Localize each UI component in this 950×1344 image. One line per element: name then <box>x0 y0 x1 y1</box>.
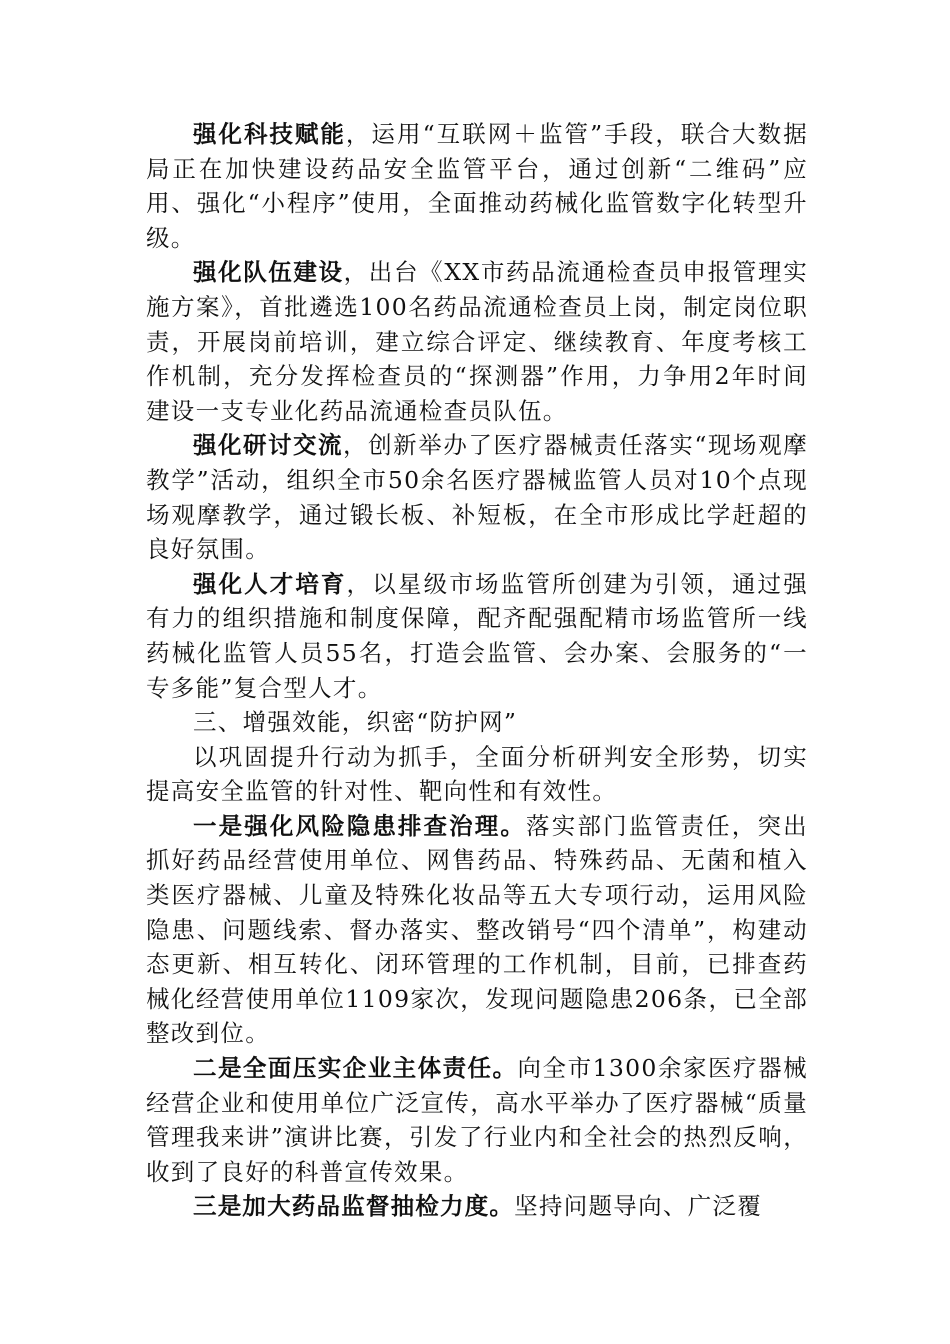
paragraph-text: ，以星级市场监管所创建为引领，通过强有力的组织措施和制度保障，配齐配强配精市场监管所一线药械化监管人员55名，打造会监管、会办案、会服务的“一专多能”复合型人才。 <box>146 569 809 702</box>
paragraph-sampling-inspection <box>146 1189 808 1224</box>
paragraph-seminar-exchange <box>146 428 808 566</box>
document-body <box>146 117 808 1224</box>
paragraph-tech-empowerment <box>146 117 808 255</box>
paragraph-text: 以巩固提升行动为抓手，全面分析研判安全形势，切实提高安全监管的针对性、靶向性和有效性。 <box>146 742 808 806</box>
section-heading <box>146 705 808 740</box>
paragraph-lead: 一是强化风险隐患排查治理。 <box>193 811 527 840</box>
paragraph-lead: 强化科技赋能 <box>193 120 346 148</box>
paragraph-lead: 强化人才培育 <box>193 569 347 598</box>
paragraph-talent-training <box>146 567 808 705</box>
paragraph-lead: 二是全面压实企业主体责任。 <box>193 1054 518 1083</box>
paragraph-text: ，创新举办了医疗器械责任落实“现场观摩教学”活动，组织全市50余名医疗器械监管人员对10个点现场观摩教学，通过锻长板、补短板，在全市形成比学赶超的良好氛围。 <box>146 431 809 564</box>
paragraph-text: 落实部门监管责任，突出抓好药品经营使用单位、网售药品、特殊药品、无菌和植入类医疗器械、儿童及特殊化妆品等五大专项行动，运用风险隐患、问题线索、督办落实、整改销号“四个清单”，构建动态更新、相互转化、闭环管理的工作机制，目前，已排查药械化经营使用单位1109家次，发现问题隐患206条，已全部整改到位。 <box>146 811 808 1048</box>
paragraph-team-building <box>146 255 808 428</box>
paragraph-text: ，出台《XX市药品流通检查员申报管理实施方案》，首批遴选100名药品流通检查员上岗，制定岗位职责，开展岗前培训，建立综合评定、继续教育、年度考核工作机制，充分发挥检查员的“探测器”作用，力争用2年时间建设一支专业化药品流通检查员队伍。 <box>146 258 809 425</box>
paragraph-enterprise-responsibility <box>146 1051 808 1189</box>
paragraph-text: 坚持问题导向、广泛覆 <box>514 1192 763 1221</box>
paragraph-lead: 三是加大药品监督抽检力度。 <box>193 1192 515 1221</box>
paragraph-lead: 强化队伍建设 <box>193 258 344 287</box>
paragraph-risk-investigation <box>146 809 808 1051</box>
section-heading-text: 三、增强效能，织密“防护网” <box>193 708 518 737</box>
paragraph-text: 向全市1300余家医疗器械经营企业和使用单位广泛宣传，高水平举办了医疗器械“质量管理我来讲”演讲比赛，引发了行业内和全社会的热烈反响，收到了良好的科普宣传效果。 <box>146 1054 808 1186</box>
paragraph-section-intro <box>146 740 808 809</box>
paragraph-lead: 强化研讨交流 <box>193 431 343 460</box>
paragraph-text: ，运用“互联网＋监管”手段，联合大数据局正在加快建设药品安全监管平台，通过创新“二维码”应用、强化“小程序”使用，全面推动药械化监管数字化转型升级。 <box>146 120 808 252</box>
